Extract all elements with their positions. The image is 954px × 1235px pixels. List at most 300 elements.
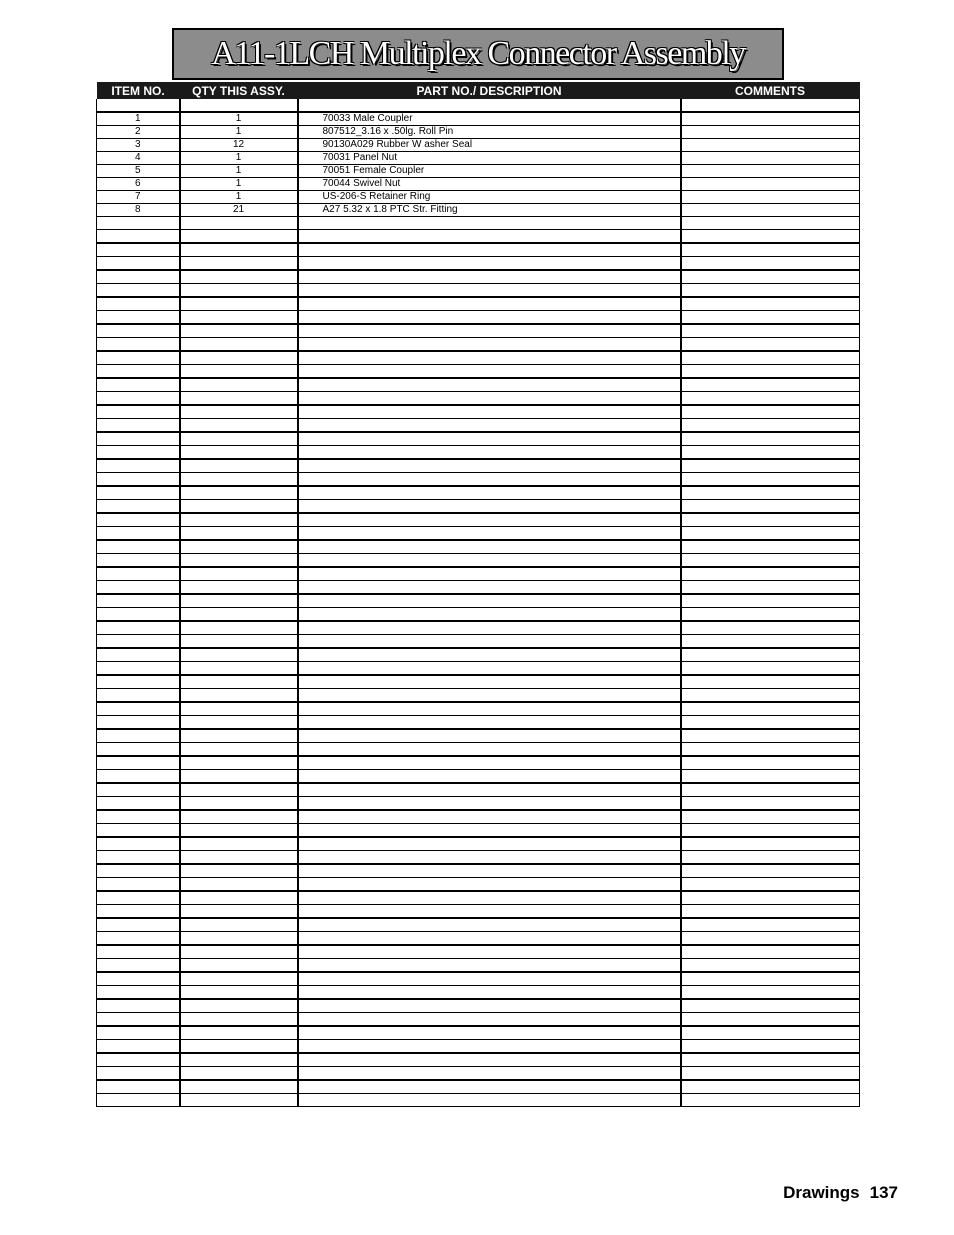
comments-cell: [681, 648, 860, 662]
table-row: [97, 204, 860, 217]
item-no-cell: 6: [97, 178, 180, 191]
blank-row: [97, 824, 860, 838]
comments-cell: [681, 729, 860, 743]
qty-cell: [180, 837, 298, 851]
part-description-cell: [298, 1013, 681, 1027]
item-no-cell: [97, 932, 180, 946]
qty-cell: [180, 932, 298, 946]
part-description-cell: [298, 486, 681, 500]
comments-cell: [681, 878, 860, 892]
table-row: [97, 178, 860, 191]
part-description-cell: [298, 446, 681, 460]
blank-row: [97, 1026, 860, 1040]
blank-row: [97, 405, 860, 419]
blank-row: [97, 459, 860, 473]
blank-row: [97, 581, 860, 595]
comments-cell: [681, 689, 860, 703]
item-no-cell: [97, 554, 180, 568]
part-description-cell: [298, 905, 681, 919]
item-no-cell: [97, 378, 180, 392]
comments-cell: [681, 1013, 860, 1027]
blank-row: [97, 729, 860, 743]
qty-cell: 21: [180, 204, 298, 217]
blank-row: [97, 500, 860, 514]
blank-row: [97, 446, 860, 460]
qty-cell: [180, 945, 298, 959]
qty-cell: 1: [180, 152, 298, 165]
blank-row: [97, 1080, 860, 1094]
qty-cell: [180, 999, 298, 1013]
item-no-cell: [97, 311, 180, 325]
blank-row: [97, 770, 860, 784]
item-no-cell: [97, 783, 180, 797]
part-description-cell: [298, 1040, 681, 1054]
qty-cell: [180, 446, 298, 460]
comments-cell: [681, 783, 860, 797]
part-description-cell: [298, 648, 681, 662]
comments-cell: [681, 459, 860, 473]
part-description-cell: [298, 986, 681, 1000]
part-description-cell: [298, 432, 681, 446]
part-description-cell: [298, 824, 681, 838]
title-banner: [172, 28, 784, 80]
part-description-cell: [298, 1094, 681, 1107]
qty-cell: [180, 500, 298, 514]
blank-row: [97, 716, 860, 730]
qty-cell: [180, 297, 298, 311]
part-description-cell: [298, 324, 681, 338]
item-no-cell: [97, 459, 180, 473]
header-qty: QTY THIS ASSY.: [180, 82, 298, 99]
qty-cell: [180, 594, 298, 608]
qty-cell: [180, 851, 298, 865]
comments-cell: [681, 743, 860, 757]
part-description-cell: [298, 297, 681, 311]
item-no-cell: [97, 324, 180, 338]
blank-row: [97, 594, 860, 608]
table-row: [97, 152, 860, 165]
part-description-cell: [298, 419, 681, 433]
comments-cell: [681, 419, 860, 433]
item-no-cell: [97, 217, 180, 230]
part-description-cell: [298, 594, 681, 608]
qty-cell: [180, 810, 298, 824]
qty-cell: [180, 824, 298, 838]
blank-row: [97, 486, 860, 500]
blank-row: [97, 1067, 860, 1081]
qty-cell: [180, 972, 298, 986]
qty-cell: [180, 338, 298, 352]
comments-cell: [681, 608, 860, 622]
part-description-cell: [298, 459, 681, 473]
blank-row: [97, 392, 860, 406]
blank-row: [97, 554, 860, 568]
comments-cell: [681, 152, 860, 165]
header-part-description: PART NO./ DESCRIPTION: [298, 82, 681, 99]
comments-cell: [681, 540, 860, 554]
comments-cell: [681, 126, 860, 139]
item-no-cell: [97, 99, 180, 112]
comments-cell: [681, 284, 860, 298]
comments-cell: [681, 243, 860, 257]
page-title: A11-1LCH Multiplex Connector Assembly: [211, 35, 745, 72]
qty-cell: [180, 864, 298, 878]
blank-row: [97, 230, 860, 244]
comments-cell: [681, 432, 860, 446]
item-no-cell: [97, 594, 180, 608]
item-no-cell: 5: [97, 165, 180, 178]
qty-cell: [180, 878, 298, 892]
comments-cell: [681, 473, 860, 487]
part-description-cell: [298, 1080, 681, 1094]
item-no-cell: [97, 486, 180, 500]
blank-row: [97, 1040, 860, 1054]
comments-cell: [681, 1026, 860, 1040]
part-description-cell: [298, 1053, 681, 1067]
blank-row: [97, 743, 860, 757]
qty-cell: [180, 689, 298, 703]
comments-cell: [681, 191, 860, 204]
blank-row: [97, 702, 860, 716]
part-description-cell: [298, 891, 681, 905]
qty-cell: [180, 729, 298, 743]
item-no-cell: 3: [97, 139, 180, 152]
qty-cell: [180, 797, 298, 811]
qty-cell: [180, 1013, 298, 1027]
item-no-cell: [97, 392, 180, 406]
part-description-cell: [298, 716, 681, 730]
blank-row: [97, 648, 860, 662]
blank-row: [97, 567, 860, 581]
qty-cell: [180, 756, 298, 770]
part-description-cell: [298, 473, 681, 487]
item-no-cell: [97, 540, 180, 554]
header-comments: COMMENTS: [681, 82, 860, 99]
item-no-cell: 2: [97, 126, 180, 139]
qty-cell: [180, 1053, 298, 1067]
item-no-cell: [97, 270, 180, 284]
qty-cell: 1: [180, 191, 298, 204]
item-no-cell: [97, 986, 180, 1000]
comments-cell: [681, 178, 860, 191]
comments-cell: [681, 527, 860, 541]
item-no-cell: [97, 878, 180, 892]
blank-row: [97, 1053, 860, 1067]
part-description-cell: [298, 756, 681, 770]
comments-cell: [681, 297, 860, 311]
part-description-cell: [298, 99, 681, 112]
qty-cell: [180, 662, 298, 676]
qty-cell: [180, 1026, 298, 1040]
item-no-cell: [97, 567, 180, 581]
header-item-no: ITEM NO.: [97, 82, 180, 99]
blank-row: [97, 675, 860, 689]
table-row: [97, 126, 860, 139]
table-row: [97, 165, 860, 178]
blank-row: [97, 621, 860, 635]
item-no-cell: [97, 1013, 180, 1027]
comments-cell: [681, 1094, 860, 1107]
item-no-cell: 4: [97, 152, 180, 165]
blank-row: [97, 918, 860, 932]
item-no-cell: [97, 797, 180, 811]
comments-cell: [681, 810, 860, 824]
part-description-cell: [298, 270, 681, 284]
qty-cell: [180, 891, 298, 905]
parts-table: [96, 82, 860, 1107]
part-description-cell: [298, 1067, 681, 1081]
qty-cell: [180, 217, 298, 230]
blank-row: [97, 662, 860, 676]
qty-cell: [180, 702, 298, 716]
blank-row: [97, 419, 860, 433]
part-description-cell: [298, 851, 681, 865]
qty-cell: [180, 1067, 298, 1081]
comments-cell: [681, 986, 860, 1000]
comments-cell: [681, 581, 860, 595]
qty-cell: [180, 918, 298, 932]
item-no-cell: [97, 405, 180, 419]
blank-row: [97, 99, 860, 112]
part-description-cell: US-206-S Retainer Ring: [298, 191, 681, 204]
item-no-cell: [97, 351, 180, 365]
item-no-cell: [97, 473, 180, 487]
qty-cell: [180, 419, 298, 433]
qty-cell: [180, 324, 298, 338]
item-no-cell: [97, 662, 180, 676]
comments-cell: [681, 824, 860, 838]
qty-cell: [180, 351, 298, 365]
qty-cell: [180, 621, 298, 635]
comments-cell: [681, 1040, 860, 1054]
blank-row: [97, 540, 860, 554]
part-description-cell: [298, 743, 681, 757]
comments-cell: [681, 513, 860, 527]
comments-cell: [681, 837, 860, 851]
blank-row: [97, 689, 860, 703]
comments-cell: [681, 891, 860, 905]
comments-cell: [681, 797, 860, 811]
item-no-cell: [97, 837, 180, 851]
blank-row: [97, 837, 860, 851]
comments-cell: [681, 392, 860, 406]
comments-cell: [681, 716, 860, 730]
blank-row: [97, 217, 860, 230]
comments-cell: [681, 864, 860, 878]
part-description-cell: 70051 Female Coupler: [298, 165, 681, 178]
comments-cell: [681, 217, 860, 230]
qty-cell: [180, 716, 298, 730]
blank-row: [97, 257, 860, 271]
part-description-cell: [298, 918, 681, 932]
item-no-cell: [97, 1067, 180, 1081]
item-no-cell: [97, 999, 180, 1013]
blank-row: [97, 932, 860, 946]
blank-row: [97, 513, 860, 527]
qty-cell: [180, 1040, 298, 1054]
blank-row: [97, 851, 860, 865]
part-description-cell: [298, 351, 681, 365]
item-no-cell: 7: [97, 191, 180, 204]
comments-cell: [681, 567, 860, 581]
item-no-cell: [97, 972, 180, 986]
blank-row: [97, 635, 860, 649]
comments-cell: [681, 621, 860, 635]
part-description-cell: [298, 608, 681, 622]
part-description-cell: [298, 554, 681, 568]
comments-cell: [681, 959, 860, 973]
part-description-cell: [298, 783, 681, 797]
item-no-cell: [97, 756, 180, 770]
qty-cell: [180, 230, 298, 244]
blank-row: [97, 810, 860, 824]
item-no-cell: [97, 959, 180, 973]
comments-cell: [681, 1067, 860, 1081]
blank-row: [97, 311, 860, 325]
part-description-cell: [298, 972, 681, 986]
comments-cell: [681, 486, 860, 500]
item-no-cell: [97, 675, 180, 689]
comments-cell: [681, 365, 860, 379]
item-no-cell: [97, 257, 180, 271]
comments-cell: [681, 139, 860, 152]
part-description-cell: [298, 257, 681, 271]
comments-cell: [681, 338, 860, 352]
part-description-cell: [298, 810, 681, 824]
item-no-cell: [97, 1040, 180, 1054]
blank-row: [97, 338, 860, 352]
part-description-cell: [298, 621, 681, 635]
blank-row: [97, 432, 860, 446]
qty-cell: [180, 486, 298, 500]
qty-cell: [180, 770, 298, 784]
part-description-cell: [298, 797, 681, 811]
blank-row: [97, 864, 860, 878]
qty-cell: [180, 378, 298, 392]
blank-row: [97, 999, 860, 1013]
blank-row: [97, 891, 860, 905]
item-no-cell: [97, 851, 180, 865]
page-number: 137: [869, 1183, 898, 1202]
item-no-cell: [97, 608, 180, 622]
qty-cell: [180, 986, 298, 1000]
qty-cell: 1: [180, 165, 298, 178]
qty-cell: [180, 243, 298, 257]
part-description-cell: [298, 217, 681, 230]
qty-cell: [180, 527, 298, 541]
item-no-cell: [97, 1053, 180, 1067]
part-description-cell: 807512_3.16 x .50lg. Roll Pin: [298, 126, 681, 139]
part-description-cell: [298, 567, 681, 581]
blank-row: [97, 527, 860, 541]
part-description-cell: [298, 1026, 681, 1040]
table-row: [97, 112, 860, 126]
parts-table-body: [97, 99, 860, 1107]
comments-cell: [681, 99, 860, 112]
item-no-cell: [97, 743, 180, 757]
qty-cell: [180, 311, 298, 325]
item-no-cell: [97, 918, 180, 932]
comments-cell: [681, 770, 860, 784]
part-description-cell: [298, 405, 681, 419]
part-description-cell: [298, 959, 681, 973]
part-description-cell: 70031 Panel Nut: [298, 152, 681, 165]
comments-cell: [681, 311, 860, 325]
comments-cell: [681, 1053, 860, 1067]
part-description-cell: [298, 392, 681, 406]
part-description-cell: 90130A029 Rubber W asher Seal: [298, 139, 681, 152]
part-description-cell: [298, 311, 681, 325]
qty-cell: [180, 270, 298, 284]
item-no-cell: [97, 648, 180, 662]
comments-cell: [681, 112, 860, 126]
comments-cell: [681, 905, 860, 919]
item-no-cell: [97, 1026, 180, 1040]
qty-cell: 1: [180, 178, 298, 191]
qty-cell: 1: [180, 112, 298, 126]
part-description-cell: 70033 Male Coupler: [298, 112, 681, 126]
blank-row: [97, 365, 860, 379]
item-no-cell: [97, 810, 180, 824]
comments-cell: [681, 257, 860, 271]
part-description-cell: [298, 729, 681, 743]
qty-cell: [180, 257, 298, 271]
part-description-cell: [298, 540, 681, 554]
item-no-cell: [97, 338, 180, 352]
qty-cell: [180, 959, 298, 973]
part-description-cell: [298, 662, 681, 676]
blank-row: [97, 756, 860, 770]
item-no-cell: [97, 230, 180, 244]
blank-row: [97, 351, 860, 365]
blank-row: [97, 945, 860, 959]
blank-row: [97, 270, 860, 284]
item-no-cell: [97, 243, 180, 257]
item-no-cell: [97, 432, 180, 446]
part-description-cell: 70044 Swivel Nut: [298, 178, 681, 191]
comments-cell: [681, 945, 860, 959]
comments-cell: [681, 635, 860, 649]
qty-cell: [180, 783, 298, 797]
item-no-cell: [97, 635, 180, 649]
item-no-cell: [97, 297, 180, 311]
item-no-cell: [97, 527, 180, 541]
blank-row: [97, 297, 860, 311]
part-description-cell: [298, 770, 681, 784]
qty-cell: [180, 635, 298, 649]
part-description-cell: [298, 999, 681, 1013]
qty-cell: [180, 675, 298, 689]
blank-row: [97, 284, 860, 298]
item-no-cell: [97, 1080, 180, 1094]
item-no-cell: [97, 891, 180, 905]
qty-cell: [180, 284, 298, 298]
item-no-cell: [97, 905, 180, 919]
qty-cell: [180, 392, 298, 406]
item-no-cell: [97, 770, 180, 784]
comments-cell: [681, 351, 860, 365]
comments-cell: [681, 972, 860, 986]
item-no-cell: [97, 729, 180, 743]
comments-cell: [681, 594, 860, 608]
item-no-cell: 8: [97, 204, 180, 217]
item-no-cell: [97, 419, 180, 433]
part-description-cell: A27 5.32 x 1.8 PTC Str. Fitting: [298, 204, 681, 217]
qty-cell: [180, 365, 298, 379]
comments-cell: [681, 230, 860, 244]
part-description-cell: [298, 527, 681, 541]
qty-cell: [180, 513, 298, 527]
